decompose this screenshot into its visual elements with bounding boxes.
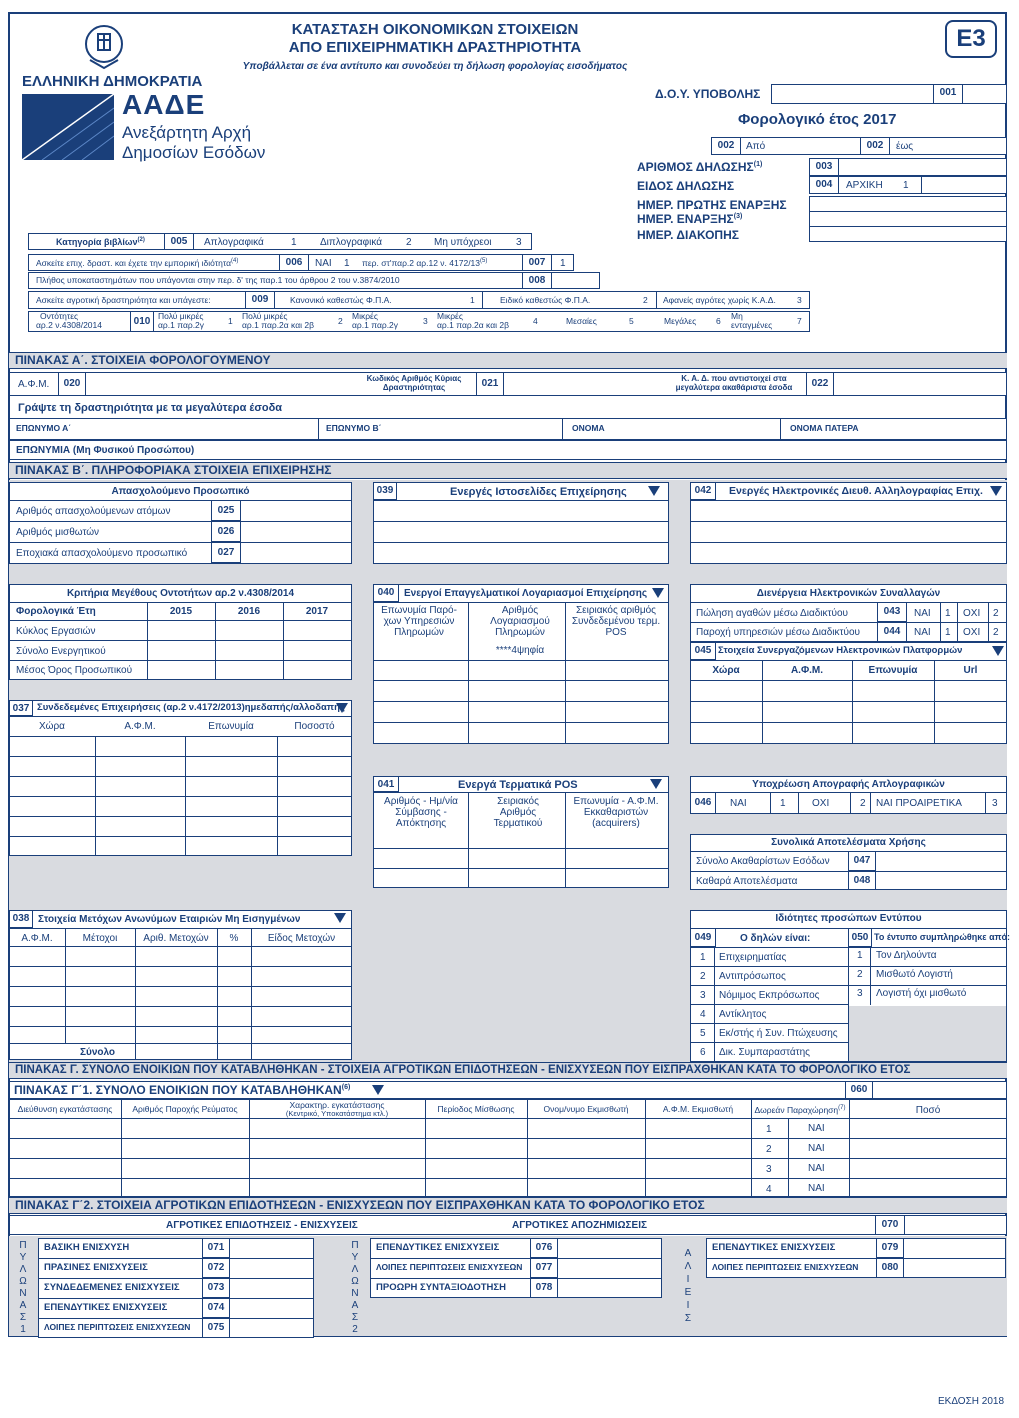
- properties-gray-fill: [849, 1006, 1006, 1061]
- code-046: 046: [690, 792, 716, 814]
- code-044: 044: [877, 622, 907, 642]
- decl-option[interactable]: Νόμιμος Εκπρόσωπος: [719, 990, 820, 1001]
- decl-num: 5: [700, 1028, 706, 1039]
- code-060: 060: [845, 1081, 873, 1099]
- decl-num: 2: [700, 971, 706, 982]
- vertical-letter: Π: [351, 1240, 359, 1251]
- email-dropdown-icon[interactable]: [990, 486, 1002, 496]
- decl-num: 3: [700, 990, 706, 1001]
- vertical-letter: Λ: [19, 1264, 27, 1275]
- vertical-letter: Λ: [351, 1264, 359, 1275]
- vertical-letter: Π: [19, 1240, 27, 1251]
- g2-header: ΠΙΝΑΚΑΣ Γ΄2. ΣΤΟΙΧΕΙΑ ΑΓΡΟΤΙΚΩΝ ΕΠΙΔΟΤΗΣΕΩΝ - ΕΝΙΣΧΥΣΕΩΝ ΠΟΥ ΕΙΣΠΡΑΧΘΗΚΑΝ ΚΑΤΑ ΤΟ ΦΟΡΟΛΟΓΙΚΟ ΕΤΟΣ: [9, 1197, 1007, 1214]
- code-004: 004: [809, 176, 839, 194]
- vertical-letter: Ι: [686, 1300, 690, 1311]
- code-047: 047: [848, 851, 876, 871]
- code-020: 020: [58, 372, 86, 396]
- code-040: 040: [373, 584, 399, 602]
- code-002-from: 002: [711, 137, 741, 155]
- code-078: 078: [530, 1278, 558, 1298]
- agri-label: Ασκείτε αγροτική δραστηριότητα και υπάγεστε:: [36, 295, 211, 305]
- decl-option[interactable]: Εκ/στής ή Συν. Πτώχευσης: [719, 1028, 838, 1039]
- aade-line2: Δημοσίων Εσόδων: [122, 143, 266, 162]
- aade-logo-icon: [22, 94, 114, 160]
- aade-title: ΑΑΔΕ: [122, 89, 206, 120]
- form-title-2: ΑΠΟ ΕΠΙΧΕΙΡΗΜΑΤΙΚΗ ΔΡΑΣΤΗΡΙΟΤΗΤΑ: [288, 39, 582, 56]
- g2-row-label: ΕΠΕΝΔΥΤΙΚΕΣ ΕΝΙΣΧΥΣΕΙΣ: [44, 1302, 168, 1313]
- platforms-box: [690, 642, 1007, 744]
- first-start-label: ΗΜΕΡ. ΠΡΩΤΗΣ ΕΝΑΡΞΗΣ: [637, 198, 787, 212]
- plat-dropdown-icon[interactable]: [992, 646, 1004, 656]
- stop-label: ΗΜΕΡ. ΔΙΑΚΟΠΗΣ: [637, 228, 739, 242]
- rent-row-nai[interactable]: ΝΑΙ: [808, 1183, 825, 1194]
- decl-option[interactable]: Αντιπρόσωπος: [719, 971, 786, 982]
- code-049: 049: [690, 928, 716, 947]
- g2-row-label: ΕΠΕΝΔΥΤΙΚΕΣ ΕΝΙΣΧΥΣΕΙΣ: [712, 1242, 836, 1253]
- rent-row-nai[interactable]: ΝΑΙ: [808, 1163, 825, 1174]
- vertical-letter: Ν: [19, 1288, 27, 1299]
- write-activity: Γράψτε τη δραστηριότητα με τα μεγαλύτερα έσοδα: [18, 402, 283, 414]
- art12-label: περ. στ'παρ.2 αρ.12 ν. 4172/13$^{(5)}$: [362, 257, 488, 268]
- decl-num: 4: [700, 1009, 706, 1020]
- dipl-label: Διπλογραφικά: [320, 237, 383, 248]
- shares-total: Σύνολο: [80, 1047, 116, 1058]
- g1-dropdown-icon[interactable]: [372, 1085, 384, 1095]
- code-075: 075: [202, 1318, 230, 1338]
- code-080: 080: [876, 1258, 904, 1278]
- code-073: 073: [202, 1278, 230, 1298]
- code-006: 006: [279, 254, 309, 271]
- share-dropdown-icon[interactable]: [334, 913, 346, 923]
- filled-num: 3: [857, 988, 863, 999]
- g1-title: ΠΙΝΑΚΑΣ Γ΄1. ΣΥΝΟΛΟ ΕΝΟΙΚΙΩΝ ΠΟΥ ΚΑΤΑΒΛΗΘΗΚΑΝ$^{(6)}$: [14, 1083, 351, 1097]
- code-007: 007: [522, 254, 552, 271]
- vertical-letter: 1: [20, 1324, 26, 1335]
- rent-row-num: 3: [766, 1164, 772, 1175]
- g2-row-label: ΛΟΙΠΕΣ ΠΕΡΙΠΤΩΣΕΙΣ ΕΝΙΣΧΥΣΕΩΝ: [44, 1322, 191, 1332]
- nonob-label: Μη υπόχρεοι: [434, 237, 492, 248]
- code-048: 048: [848, 871, 876, 890]
- fiscal-year: Φορολογικό έτος 2017: [738, 111, 897, 128]
- code-002-to: 002: [860, 137, 890, 155]
- rent-row-nai[interactable]: ΝΑΙ: [808, 1123, 825, 1134]
- greek-emblem: [82, 22, 126, 70]
- aade-line1: Ανεξάρτητη Αρχή: [122, 123, 252, 142]
- g2-row-label: ΛΟΙΠΕΣ ΠΕΡΙΠΤΩΣΕΙΣ ΕΝΙΣΧΥΣΕΩΝ: [712, 1262, 859, 1272]
- code-072: 072: [202, 1258, 230, 1278]
- g2-row-label: ΕΠΕΝΔΥΤΙΚΕΣ ΕΝΙΣΧΥΣΕΙΣ: [376, 1242, 500, 1253]
- rent-row-num: 1: [766, 1124, 772, 1135]
- code-079: 079: [876, 1238, 904, 1258]
- table-g-header: ΠΙΝΑΚΑΣ Γ. ΣΥΝΟΛΟ ΕΝΟΙΚΙΩΝ ΠΟΥ ΚΑΤΑΒΛΗΘΗΚΑΝ - ΣΤΟΙΧΕΙΑ ΑΓΡΟΤΙΚΩΝ ΕΠΙΔΟΤΗΣΕΩΝ - ΕΝΙΣΧΥΣΕΩΝ ΠΟΥ ΕΙΣΠΡΑΧΘΗΚΑΝ ΚΑΤΑ ΤΟ ΦΟΡΟΛΟΓΙΚΟ ΕΤΟΣ: [9, 1062, 1007, 1079]
- republic-label: ΕΛΛΗΝΙΚΗ ΔΗΜΟΚΡΑΤΙΑ: [22, 73, 203, 90]
- code-022: 022: [806, 372, 834, 396]
- code-076: 076: [530, 1238, 558, 1258]
- dates-field[interactable]: [809, 196, 1007, 242]
- code-009: 009: [245, 291, 275, 309]
- books-label: Κατηγορία βιβλίων$^{(2)}$: [56, 237, 145, 247]
- code-026: 026: [211, 521, 241, 542]
- web-dropdown-icon[interactable]: [648, 486, 660, 496]
- vertical-letter: Ν: [351, 1288, 359, 1299]
- vertical-letter: Ω: [351, 1276, 359, 1287]
- kad-main-field[interactable]: [504, 372, 664, 396]
- code-041: 041: [373, 776, 399, 792]
- initial-label: ΑΡΧΙΚΗ: [846, 180, 883, 191]
- code-071: 071: [202, 1238, 230, 1258]
- decl-option[interactable]: Επιχειρηματίας: [719, 952, 787, 963]
- doy-label: Δ.Ο.Υ. ΥΠΟΒΟΛΗΣ: [655, 87, 761, 101]
- g2-row-label: ΣΥΝΔΕΔΕΜΕΝΕΣ ΕΝΙΣΧΥΣΕΙΣ: [44, 1282, 180, 1293]
- vertical-letter: 2: [352, 1324, 358, 1335]
- vertical-letter: Α: [684, 1248, 692, 1259]
- pos-dropdown-icon[interactable]: [650, 779, 662, 789]
- vertical-letter: Λ: [684, 1261, 692, 1272]
- vertical-letter: Υ: [351, 1252, 359, 1263]
- code-021: 021: [476, 372, 504, 396]
- vertical-letter: Ω: [19, 1276, 27, 1287]
- code-008: 008: [522, 272, 552, 289]
- acc-dropdown-icon[interactable]: [652, 588, 664, 598]
- decl-option[interactable]: Αντίκλητος: [719, 1009, 767, 1020]
- decl-no-label: ΑΡΙΘΜΟΣ ΔΗΛΩΣΗΣ$^{(1)}$: [637, 160, 763, 174]
- code-042: 042: [690, 482, 716, 500]
- code-045: 045: [690, 642, 716, 660]
- decl-num: 1: [700, 952, 706, 963]
- filled-option[interactable]: Μισθωτό Λογιστή: [876, 969, 953, 980]
- code-043: 043: [877, 602, 907, 622]
- doy-field[interactable]: [771, 84, 1007, 104]
- table-b-header: ΠΙΝΑΚΑΣ Β΄. ΠΛΗΡΟΦΟΡΙΑΚΑ ΣΤΟΙΧΕΙΑ ΕΠΙΧΕΙΡΗΣΗΣ: [9, 462, 1007, 479]
- form-subtitle: Υποβάλλεται σε ένα αντίτυπο και συνοδεύει τη δήλωση φορολογίας εισοδήματος: [242, 61, 628, 72]
- form-title-1: ΚΑΤΑΣΤΑΣΗ ΟΙΚΟΝΟΜΙΚΩΝ ΣΤΟΙΧΕΙΩΝ: [291, 21, 579, 38]
- vertical-letter: Ι: [686, 1274, 690, 1285]
- code-039: 039: [373, 482, 397, 500]
- form-code-badge: Ε3: [945, 20, 997, 58]
- code-010: 010: [130, 311, 154, 332]
- decl-option[interactable]: Δικ. Συμπαραστάτης: [719, 1047, 810, 1058]
- g2-row-label: ΛΟΙΠΕΣ ΠΕΡΙΠΤΩΣΕΙΣ ΕΝΙΣΧΥΣΕΩΝ: [376, 1262, 523, 1272]
- initial-one: 1: [903, 180, 909, 191]
- rent-row-num: 4: [766, 1184, 772, 1195]
- start-label: ΗΜΕΡ. ΕΝΑΡΞΗΣ$^{(3)}$: [637, 212, 743, 226]
- linked-dropdown-icon[interactable]: [336, 703, 348, 713]
- to-label: έως: [896, 141, 914, 152]
- g2-row-label: ΠΡΟΩΡΗ ΣΥΝΤΑΞΙΟΔΟΤΗΣΗ: [376, 1282, 506, 1293]
- decl-num: 6: [700, 1047, 706, 1058]
- code-025: 025: [211, 500, 241, 521]
- filled-num: 2: [857, 969, 863, 980]
- code-003: 003: [809, 158, 839, 176]
- vertical-letter: Α: [19, 1300, 27, 1311]
- code-070: 070: [875, 1215, 905, 1235]
- trade-label: Ασκείτε επιχ. δραστ. και έχετε την εμπορική ιδιότητα$^{(4)}$: [36, 257, 239, 268]
- code-005: 005: [164, 233, 194, 250]
- filled-num: 1: [857, 950, 863, 961]
- from-label: Από: [746, 141, 766, 152]
- filled-option[interactable]: Τον Δηλούντα: [876, 950, 937, 961]
- g2-row-label: ΠΡΑΣΙΝΕΣ ΕΝΙΣΧΥΣΕΙΣ: [44, 1262, 148, 1273]
- rent-row-nai[interactable]: ΝΑΙ: [808, 1143, 825, 1154]
- code-077: 077: [530, 1258, 558, 1278]
- vertical-letter: Α: [351, 1300, 359, 1311]
- table-a-header: ΠΙΝΑΚΑΣ Α΄. ΣΤΟΙΧΕΙΑ ΦΟΡΟΛΟΓΟΥΜΕΝΟΥ: [9, 352, 1007, 369]
- estab-label: Πλήθος υποκαταστημάτων που υπάγονται στην περ. δ' της παρ.1 του άρθρου 2 του ν.3874/2010: [36, 275, 400, 285]
- rent-row-num: 2: [766, 1144, 772, 1155]
- decl-type-label: ΕΙΔΟΣ ΔΗΛΩΣΗΣ: [637, 179, 735, 193]
- apl-label: Απλογραφικά: [204, 237, 264, 248]
- afm-field[interactable]: [88, 372, 350, 396]
- vertical-letter: Υ: [19, 1252, 27, 1263]
- code-027: 027: [211, 542, 241, 563]
- edition-label: ΕΚΔΟΣΗ 2018: [938, 1396, 1005, 1407]
- g2-row-label: ΒΑΣΙΚΗ ΕΝΙΣΧΥΣΗ: [44, 1242, 130, 1253]
- code-074: 074: [202, 1298, 230, 1318]
- code-001: 001: [933, 84, 963, 104]
- vertical-letter: Σ: [19, 1312, 27, 1323]
- code-038: 038: [9, 910, 33, 928]
- vertical-letter: Ε: [684, 1287, 692, 1298]
- code-050: 050: [848, 928, 872, 947]
- code-037: 037: [9, 700, 33, 716]
- vertical-letter: Σ: [351, 1312, 359, 1323]
- filled-option[interactable]: Λογιστή όχι μισθωτό: [876, 988, 967, 999]
- agri-sub-row: [9, 1215, 1007, 1235]
- vertical-letter: Σ: [684, 1313, 692, 1324]
